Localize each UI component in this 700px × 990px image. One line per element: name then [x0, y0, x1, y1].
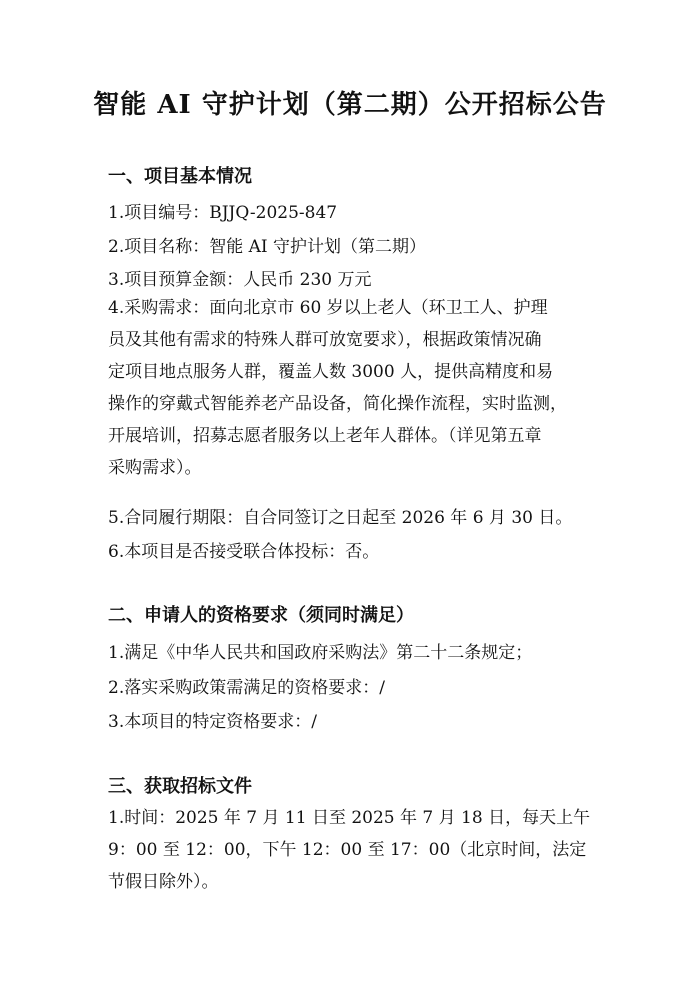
section-1-line-6: 定项目地点服务人群，覆盖人数 3000 人，提供高精度和易	[108, 362, 554, 382]
section-2-line-3: 3.本项目的特定资格要求：/	[108, 712, 317, 732]
section-3-line-2: 9：00 至 12：00，下午 12：00 至 17：00（北京时间，法定	[108, 840, 587, 860]
section-1-line-9: 采购需求）。	[108, 458, 202, 478]
section-1-line-1: 1.项目编号：BJJQ-2025-847	[108, 203, 338, 223]
section-1-line-11: 6.本项目是否接受联合体投标：否。	[108, 542, 380, 562]
section-2-line-1: 1.满足《中华人民共和国政府采购法》第二十二条规定；	[108, 643, 533, 663]
section-1-line-4: 4.采购需求：面向北京市 60 岁以上老人（环卫工人、护理	[108, 298, 548, 318]
section-heading-1: 一、项目基本情况	[108, 166, 252, 187]
section-2-line-2: 2.落实采购政策需满足的资格要求：/	[108, 678, 385, 698]
section-1-item-4	[108, 292, 600, 484]
section-1-line-8: 开展培训，招募志愿者服务以上老年人群体。（详见第五章	[108, 426, 542, 446]
section-1-line-3: 3.项目预算金额：人民币 230 万元	[108, 270, 372, 290]
section-1-line-5: 员及其他有需求的特殊人群可放宽要求），根据政策情况确	[108, 330, 542, 350]
section-1-line-2: 2.项目名称：智能 AI 守护计划（第二期）	[108, 237, 427, 257]
section-3-line-3: 节假日除外）。	[108, 872, 219, 892]
section-1-line-7: 操作的穿戴式智能养老产品设备，简化操作流程，实时监测，	[108, 394, 567, 414]
section-heading-3: 三、获取招标文件	[108, 776, 252, 797]
section-3-line-1: 1.时间：2025 年 7 月 11 日至 2025 年 7 月 18 日，每天上午	[108, 808, 591, 828]
section-3-item-1	[108, 802, 600, 898]
section-heading-2: 二、申请人的资格要求（须同时满足）	[108, 605, 414, 626]
document-title: 智能 AI 守护计划（第二期）公开招标公告	[93, 90, 607, 120]
section-1-line-10: 5.合同履行期限：自合同签订之日起至 2026 年 6 月 30 日。	[108, 508, 573, 528]
